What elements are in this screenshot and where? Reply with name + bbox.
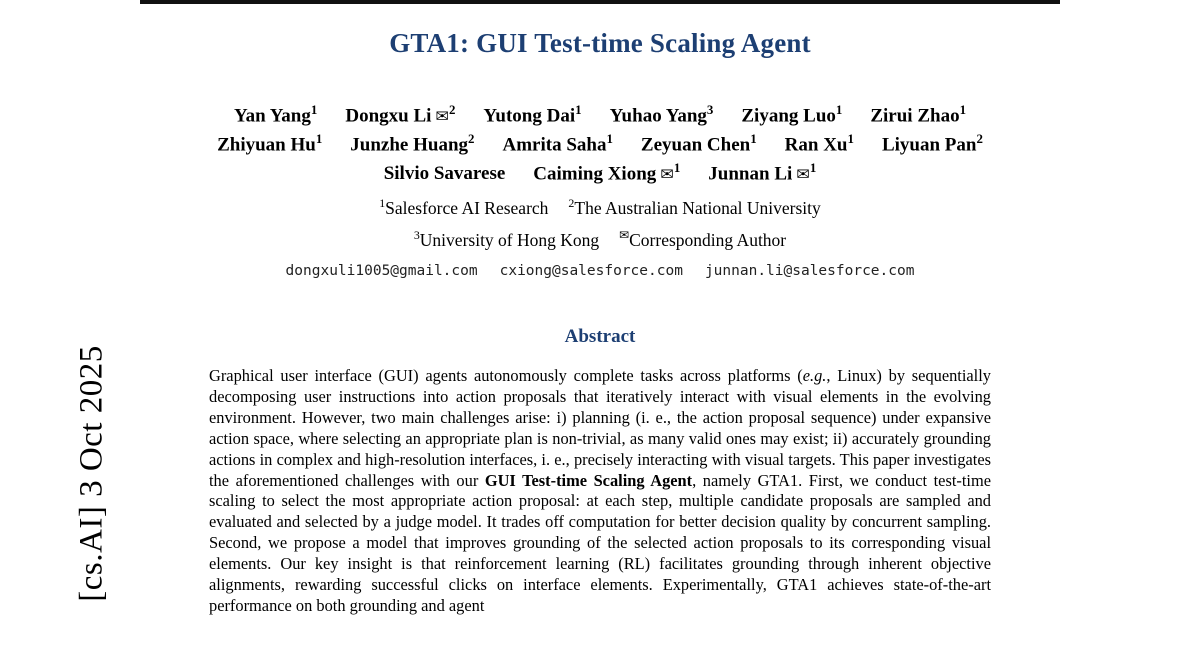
author-name-text: Dongxu Li: [345, 105, 432, 127]
arxiv-stamp: [cs.AI] 3 Oct 2025: [73, 345, 110, 602]
author-name: [345, 101, 455, 130]
author-name-text: Zeyuan Chen: [640, 134, 751, 156]
author-affiliation-marker: 3: [706, 102, 714, 117]
author-name: [785, 130, 854, 159]
author-name-text: Silvio Savarese: [383, 163, 506, 185]
affiliation-item: [379, 195, 548, 221]
author-affiliation-marker: 1: [847, 130, 854, 146]
affiliation-text: Corresponding Author: [629, 230, 787, 251]
affiliation-line: [140, 195, 1060, 221]
author-row: [140, 101, 1060, 130]
author-list: [140, 101, 1060, 188]
author-name: [502, 130, 612, 159]
envelope-icon: ✉: [656, 166, 674, 184]
author-affiliation-marker: 1: [959, 102, 967, 117]
affiliation-text: University of Hong Kong: [419, 230, 600, 251]
author-name-text: Caiming Xiong: [533, 163, 657, 185]
affiliation-marker: 1: [379, 195, 386, 210]
author-affiliation-marker: 2: [468, 130, 475, 146]
author-name-text: Yan Yang: [233, 105, 311, 127]
author-affiliation-marker: 1: [310, 102, 318, 117]
affiliation-line: [140, 227, 1060, 253]
author-affiliation-marker: 2: [448, 102, 456, 117]
affiliation-marker: ✉: [619, 228, 630, 243]
author-name-text: Ziyang Luo: [741, 105, 836, 127]
contact-email[interactable]: junnan.li@salesforce.com: [704, 262, 915, 279]
author-name-text: Amrita Saha: [502, 134, 607, 156]
affiliation-marker: 2: [568, 195, 575, 210]
author-name: [610, 101, 714, 130]
author-name-text: Junzhe Huang: [350, 134, 469, 156]
author-affiliation-marker: 2: [976, 130, 983, 146]
author-name: [741, 101, 842, 130]
affiliation-item: [619, 227, 786, 253]
affiliation-text: The Australian National University: [574, 197, 821, 218]
author-affiliation-marker: 1: [809, 159, 817, 175]
author-name-text: Ran Xu: [784, 134, 848, 156]
author-name-text: Junnan Li: [708, 163, 793, 185]
author-row: [140, 130, 1060, 159]
author-name-text: Yutong Dai: [483, 105, 576, 127]
abstract-emphasis: e.g.: [802, 365, 827, 385]
author-row: [140, 159, 1060, 188]
affiliation-item: [568, 195, 820, 221]
affiliation-marker: 3: [413, 228, 420, 243]
affiliation-text: Salesforce AI Research: [385, 197, 549, 218]
author-name-text: Liyuan Pan: [881, 134, 977, 156]
author-name: [882, 130, 983, 159]
author-name-text: Zirui Zhao: [870, 105, 960, 127]
envelope-icon: ✉: [792, 166, 810, 184]
contact-email[interactable]: dongxuli1005@gmail.com: [285, 262, 478, 279]
abstract-heading: Abstract: [564, 325, 636, 347]
email-line: [140, 263, 1060, 279]
author-name: [234, 101, 317, 130]
author-affiliation-marker: 1: [606, 130, 613, 146]
author-name-text: Zhiyuan Hu: [217, 134, 316, 156]
author-name-text: Yuhao Yang: [609, 105, 707, 127]
author-affiliation-marker: 1: [750, 130, 757, 146]
paper-content: [140, 0, 1060, 648]
author-name: [641, 130, 757, 159]
author-affiliation-marker: 1: [835, 102, 843, 117]
abstract-paragraph: Graphical user interface (GUI) agents autonomously complete tasks across platforms (e.g., Linux) by sequentially decomposing user instructions into action proposals that iteratively interact with visual elements in the evolving environment. However, two main challenges arise: i) planning (i. e., the action proposal sequence) under expansive action space, where selecting an appropriate plan is non-trivial, as many valid ones may exist; ii) accurately grounding actions in complex and high-resolution interfaces, i. e., precisely interacting with visual targets. This paper investigates the aforementioned challenges with our GUI Test-time Scaling Agent, namely GTA1. First, we conduct test-time scaling to select the most appropriate action proposal: at each step, multiple candidate proposals are sampled and evaluated and selected by a judge model. It trades off computation for better decision quality by concurrent sampling. Second, we propose a model that improves grounding of the selected action proposals to its corresponding visual elements. Our key insight is that reinforcement learning (RL) facilitates grounding through inherent objective alignments, rewarding successful clicks on interface elements. Experimentally, GTA1 achieves state-of-the-art performance on both grounding and agent: [209, 365, 991, 615]
author-name: [533, 159, 680, 188]
contact-email[interactable]: cxiong@salesforce.com: [499, 262, 683, 279]
author-affiliation-marker: 1: [673, 159, 681, 175]
author-name: [708, 159, 816, 188]
affiliation-item: [414, 227, 599, 253]
author-name: [217, 130, 322, 159]
page-title: GTA1: GUI Test-time Scaling Agent: [389, 28, 811, 58]
abstract-body: [209, 366, 991, 617]
author-affiliation-marker: 1: [575, 102, 582, 117]
envelope-icon: ✉: [431, 108, 449, 126]
author-affiliation-marker: 1: [315, 130, 323, 146]
abstract-emphasis: GUI Test-time Scaling Agent: [484, 470, 693, 490]
author-name: [384, 160, 506, 188]
author-name: [350, 130, 474, 159]
author-name: [483, 101, 581, 130]
author-name: [870, 101, 966, 130]
